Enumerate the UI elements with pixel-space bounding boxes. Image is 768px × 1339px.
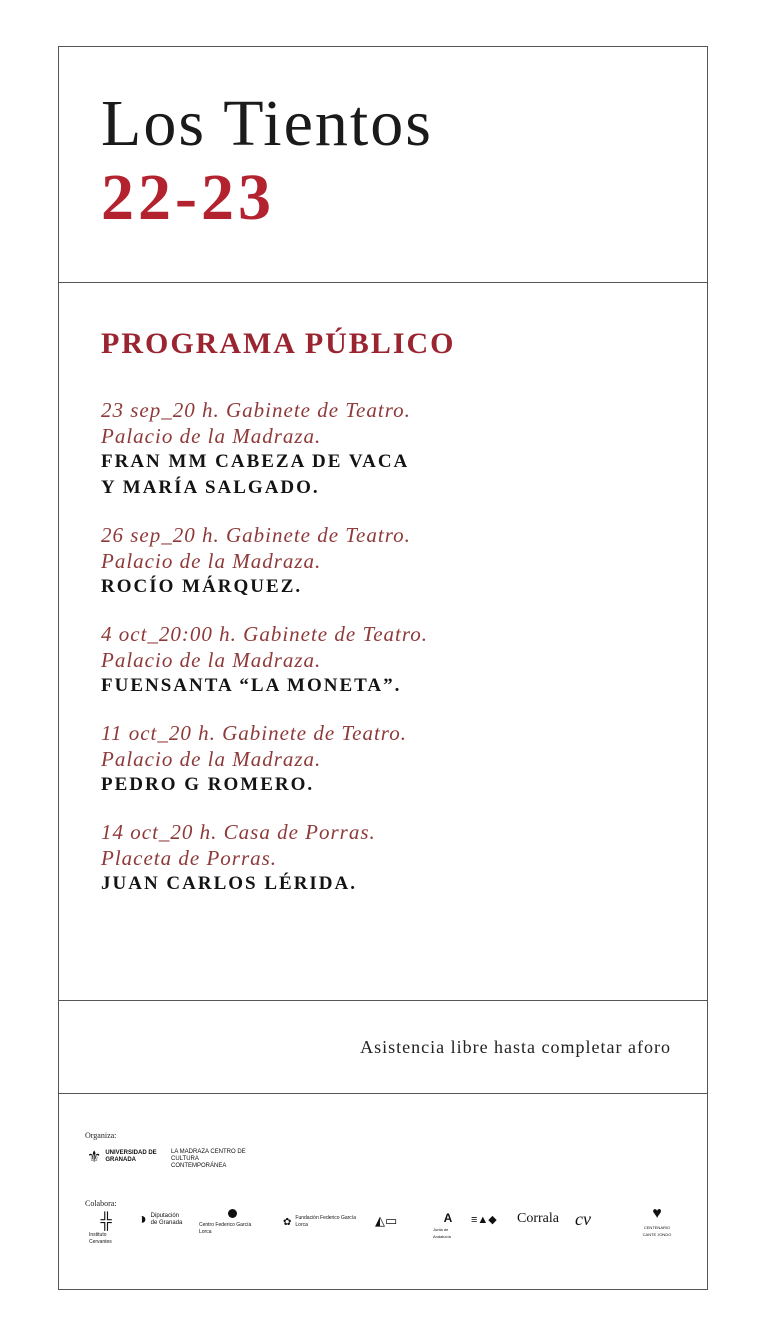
event-artist: ROCÍO MÁRQUEZ. — [101, 576, 303, 597]
cv-icon: cv — [575, 1209, 591, 1229]
event-venue: Palacio de la Madraza. — [101, 648, 322, 672]
logo-text: Diputación de Granada — [150, 1213, 183, 1226]
collaborator-logos — [85, 1205, 685, 1245]
logo-cv — [575, 1209, 591, 1230]
event-venue: Palacio de la Madraza. — [101, 549, 322, 573]
fundacion-icon: ✿ — [283, 1216, 292, 1228]
organiza-label: Organiza: — [85, 1131, 117, 1140]
event-artist: FUENSANTA “LA MONETA”. — [101, 675, 402, 696]
event-list — [101, 397, 661, 918]
event-venue: Placeta de Porras. — [101, 846, 278, 870]
event-item — [101, 720, 661, 798]
logo-text: Instituto Cervantes — [89, 1232, 112, 1245]
university-crest-icon: ⚜ — [87, 1149, 102, 1166]
junta-andalucia-icon: A — [443, 1211, 453, 1225]
logo-instituto-cervantes — [89, 1213, 123, 1246]
event-item — [101, 621, 661, 699]
event-time: 26 sep_20 h. Gabinete de Teatro. — [101, 523, 411, 547]
event-artist: PEDRO G ROMERO. — [101, 774, 315, 795]
logo-text: Junta de Andalucía — [433, 1227, 451, 1239]
poster-title: Los Tientos — [101, 87, 433, 160]
diputacion-icon: ◑ — [137, 1211, 147, 1228]
divider-top — [59, 282, 707, 283]
logo-text: UNIVERSIDAD DE GRANADA — [105, 1150, 157, 1163]
event-time: 14 oct_20 h. Casa de Porras. — [101, 820, 376, 844]
centenario-icon: ♥ — [652, 1205, 662, 1222]
event-time: 4 oct_20:00 h. Gabinete de Teatro. — [101, 622, 428, 646]
instituto-cervantes-icon: ╬ — [100, 1213, 112, 1230]
divider-footer-top — [59, 1093, 707, 1094]
event-time: 23 sep_20 h. Gabinete de Teatro. — [101, 398, 411, 422]
event-venue: Palacio de la Madraza. — [101, 424, 322, 448]
logo-text: LA MADRAZA CENTRO DE CULTURA CONTEMPORÁNEA — [171, 1149, 246, 1169]
logo-centenario — [637, 1205, 677, 1238]
poster-frame — [58, 46, 708, 1290]
corrala-icon: Corrala — [517, 1211, 559, 1226]
logo-la-madraza — [171, 1149, 247, 1170]
event-item — [101, 819, 661, 897]
colabora-label: Colabora: — [85, 1199, 117, 1208]
event-artist: JUAN CARLOS LÉRIDA. — [101, 873, 357, 894]
logo-diputacion — [137, 1211, 183, 1229]
logo-text: Centro Federico García Lorca — [199, 1222, 252, 1235]
event-item — [101, 522, 661, 600]
dot-icon — [228, 1209, 237, 1218]
event-venue: Palacio de la Madraza. — [101, 747, 322, 771]
museo-icon: ◭▭ — [375, 1213, 398, 1228]
logo-fundacion-lorca — [283, 1215, 367, 1229]
logo-junta-andalucia — [433, 1211, 463, 1240]
event-artist: FRAN MM CABEZA DE VACA — [101, 451, 410, 472]
season-years: 22-23 — [101, 161, 275, 234]
logo-museo — [375, 1213, 397, 1229]
logo-corrala — [517, 1211, 559, 1227]
attendance-note: Asistencia libre hasta completar aforo — [360, 1037, 671, 1057]
logo-centro-lorca — [199, 1209, 265, 1236]
logo-instituto-flamenco — [471, 1213, 497, 1226]
event-artist: Y MARÍA SALGADO. — [101, 477, 320, 498]
event-time: 11 oct_20 h. Gabinete de Teatro. — [101, 721, 407, 745]
program-title: PROGRAMA PÚBLICO — [101, 327, 456, 360]
logo-universidad-granada — [87, 1147, 167, 1167]
instituto-flamenco-icon: ≡▲◆ — [471, 1214, 497, 1226]
logo-text: Fundación Federico García Lorca — [295, 1215, 356, 1228]
logo-text: CENTENARIO CANTE JONDO — [642, 1225, 672, 1237]
divider-attendance-top — [59, 1000, 707, 1001]
event-item — [101, 397, 661, 501]
